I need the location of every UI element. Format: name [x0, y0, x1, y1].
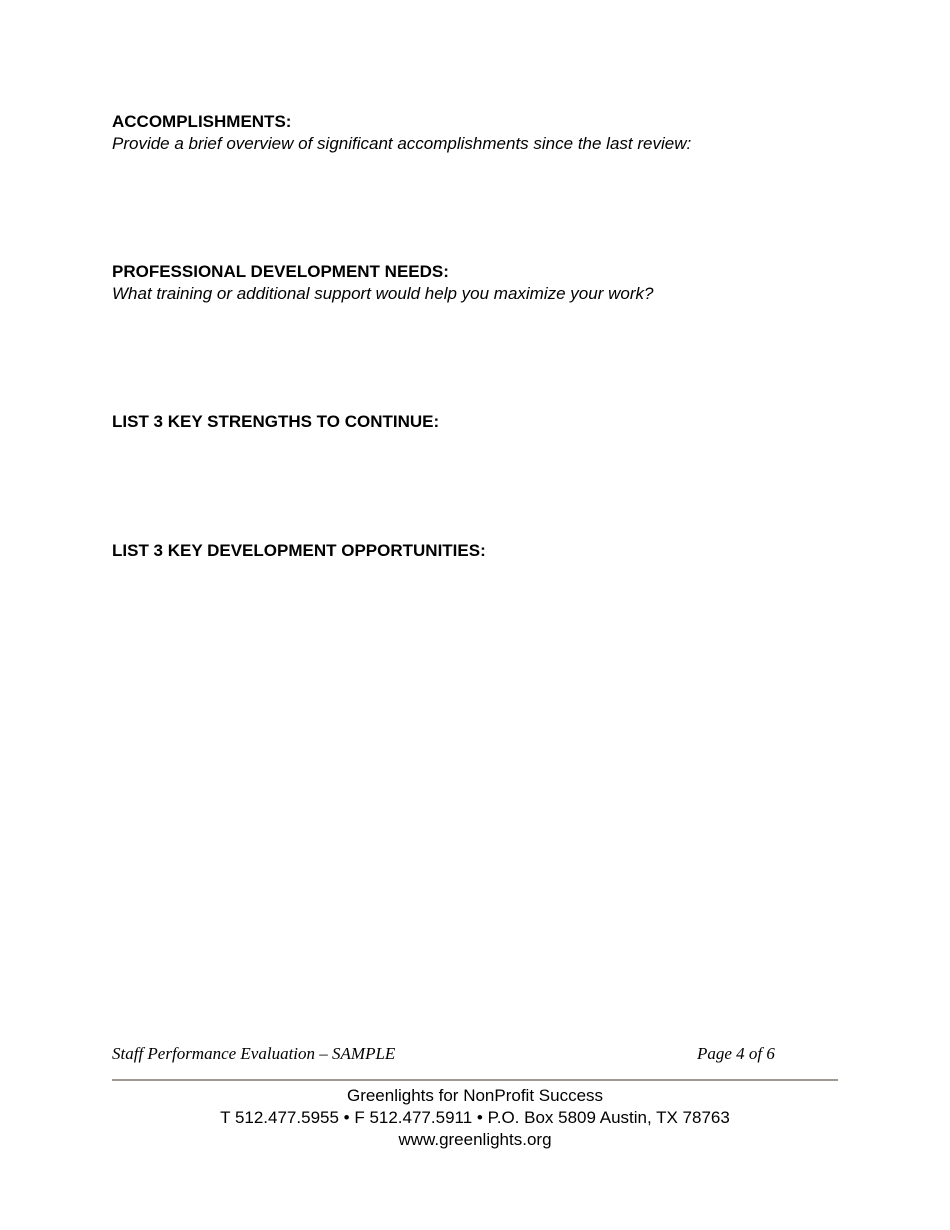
- professional-development-section: [112, 261, 653, 305]
- key-opportunities-heading: LIST 3 KEY DEVELOPMENT OPPORTUNITIES:: [112, 541, 486, 560]
- accomplishments-prompt: Provide a brief overview of significant accomplishments since the last review:: [112, 134, 692, 153]
- accomplishments-section: [112, 111, 691, 155]
- footer-page-number: Page 4 of 6: [697, 1044, 775, 1063]
- footer-website: www.greenlights.org: [398, 1130, 552, 1149]
- footer-org-name: Greenlights for NonProfit Success: [346, 1086, 604, 1105]
- professional-development-prompt: What training or additional support would help you maximize your work?: [112, 284, 654, 303]
- key-strengths-section: [112, 411, 439, 433]
- professional-development-heading: PROFESSIONAL DEVELOPMENT NEEDS:: [112, 262, 449, 281]
- accomplishments-heading: ACCOMPLISHMENTS:: [112, 112, 292, 131]
- footer-document-title: Staff Performance Evaluation – SAMPLE: [112, 1044, 396, 1063]
- footer-contact-line: T 512.477.5955 • F 512.477.5911 • P.O. Box 5809 Austin, TX 78763: [220, 1108, 730, 1127]
- footer-org-block: [0, 1085, 950, 1151]
- key-strengths-heading: LIST 3 KEY STRENGTHS TO CONTINUE:: [112, 412, 440, 431]
- footer-divider: [112, 1079, 838, 1081]
- key-opportunities-section: [112, 540, 486, 562]
